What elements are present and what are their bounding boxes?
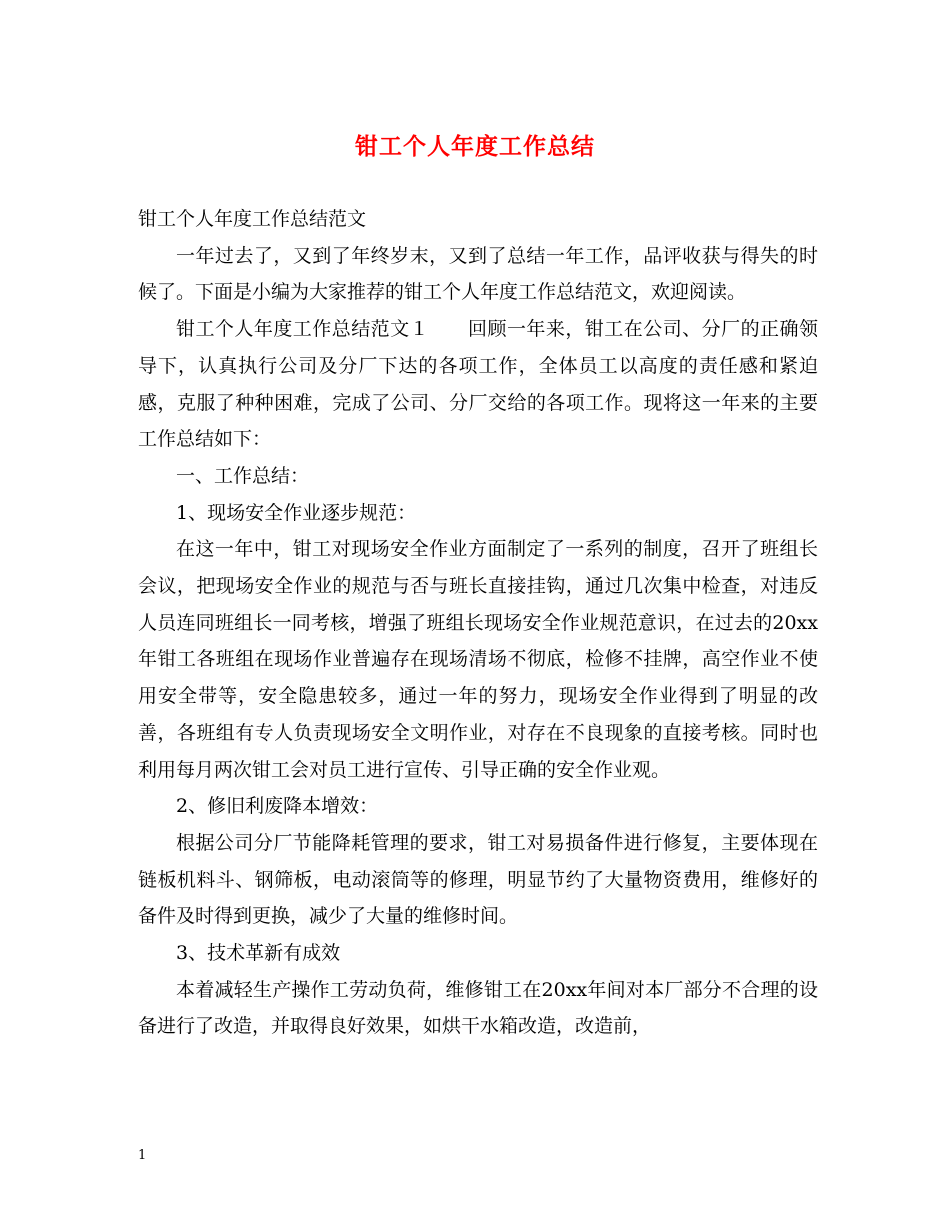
body-paragraph: 一、工作总结： [176, 464, 310, 487]
document-title: 钳工个人年度工作总结 [355, 133, 595, 160]
body-paragraph: 一年过去了，又到了年终岁末，又到了总结一年工作，品评收获与得失的时候了。下面是小编为大家推荐的钳工个人年度工作总结范文，欢迎阅读。 [138, 244, 818, 304]
body-paragraph: 1、现场安全作业逐步规范： [176, 501, 417, 524]
document-body [138, 201, 818, 1045]
body-paragraph: 2、修旧利废降本增效： [176, 795, 379, 818]
page-number: 1 [138, 1148, 147, 1163]
body-paragraph: 钳工个人年度工作总结范文１ 回顾一年来，钳工在公司、分厂的正确领导下，认真执行公司及分厂下达的各项工作，全体员工以高度的责任感和紧迫感，克服了种种困难，完成了公司、分厂交给的各项工作。现将这一年来的主要工作总结如下： [138, 318, 818, 451]
body-paragraph: 在这一年中，钳工对现场安全作业方面制定了一系列的制度，召开了班组长会议，把现场安全作业的规范与否与班长直接挂钩，通过几次集中检查，对违反人员连同班组长一同考核，增强了班组长现场安全作业规范意识，在过去的20xx年钳工各班组在现场作业普遍存在现场清场不彻底，检修不挂牌，高空作业不使用安全带等，安全隐患较多，通过一年的努力，现场安全作业得到了明显的改善，各班组有专人负责现场安全文明作业，对存在不良现象的直接考核。同时也利用每月两次钳工会对员工进行宣传、引导正确的安全作业观。 [138, 538, 818, 781]
body-paragraph: 本着减轻生产操作工劳动负荷，维修钳工在20xx年间对本厂部分不合理的设备进行了改造，并取得良好效果，如烘干水箱改造，改造前， [138, 978, 818, 1038]
body-paragraph: 钳工个人年度工作总结范文 [138, 208, 367, 230]
body-paragraph: 根据公司分厂节能降耗管理的要求，钳工对易损备件进行修复，主要体现在链板机料斗、钢筛板，电动滚筒等的修理，明显节约了大量物资费用，维修好的备件及时得到更换，减少了大量的维修时间。 [138, 831, 818, 928]
body-paragraph: 3、技术革新有成效 [176, 942, 341, 965]
